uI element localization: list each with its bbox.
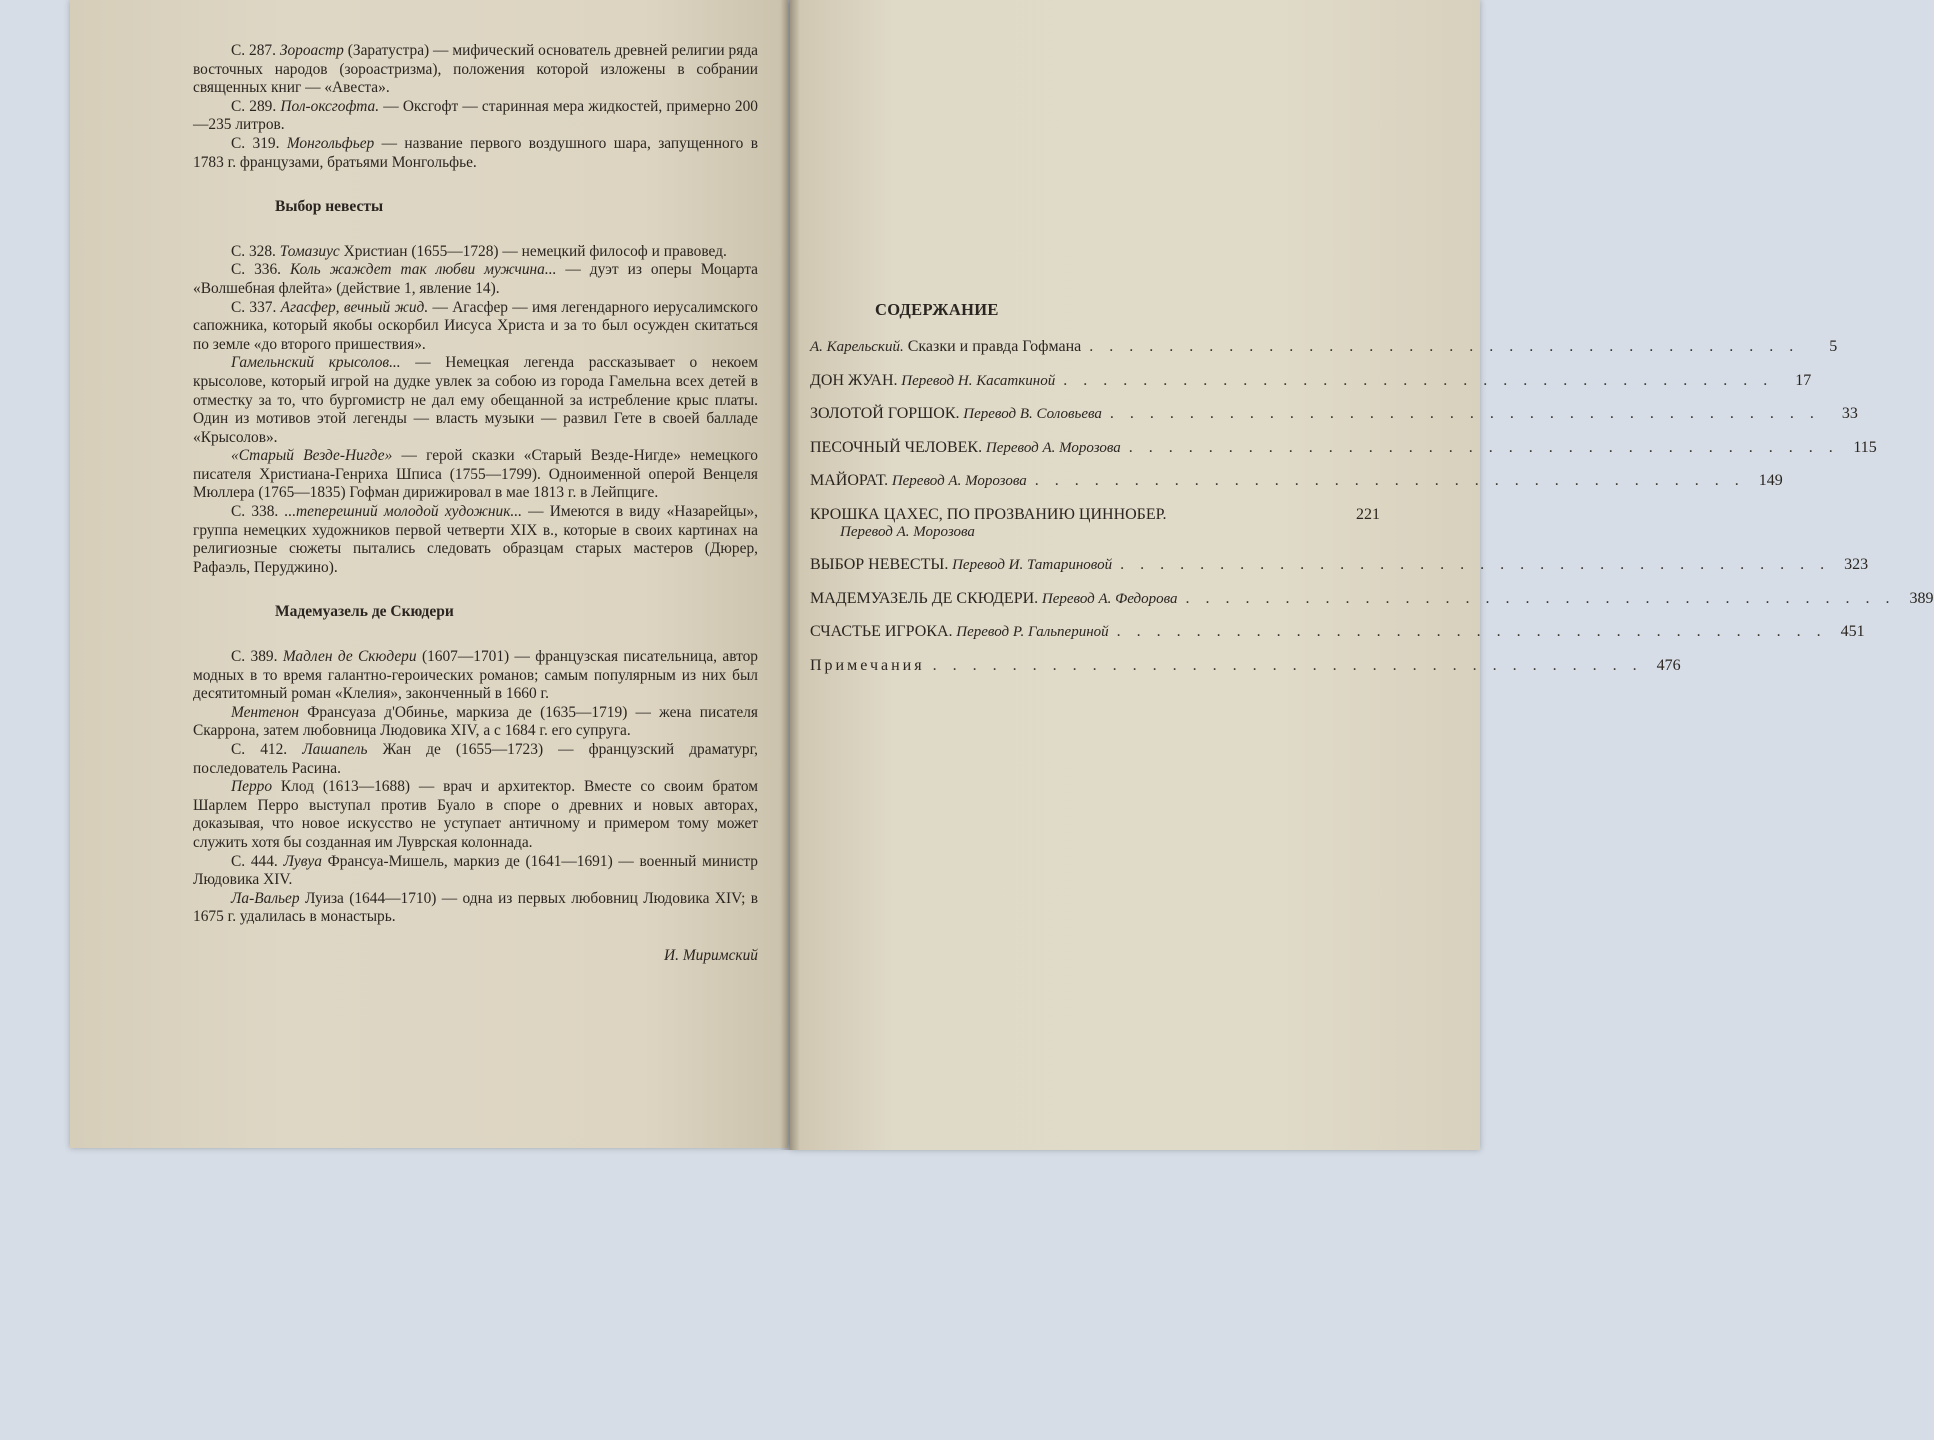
toc-title-text: ПЕСОЧНЫЙ ЧЕЛОВЕК. (810, 438, 983, 456)
note-term: Ла-Вальер (231, 889, 300, 907)
toc-item (810, 338, 1838, 372)
toc-translator: Перевод А. Федорова (1038, 590, 1178, 607)
toc-page-number: 17 (1795, 371, 1812, 389)
toc-translator: Перевод А. Морозова (840, 523, 975, 540)
note-text: Франсуаза д'Обинье, маркиза де (1635—1719) — жена писателя Скаррона, затем любовница Людовика XIV, а с 1684 г. его супруга. (193, 703, 758, 740)
note-term: Коль жаждет так любви мужчина... (290, 261, 557, 279)
toc-leader-dots: . . . . . . . . . . . . . . . . . . . . . . . . . . . . . . . . . . . . (1063, 371, 1774, 389)
note-paragraph (193, 648, 758, 704)
note-text: — Имеются в виду «Назарейцы», группа немецких художников первой четверти XIX в., которые в своих картинах на религиозные сюжеты пытались следовать образцам старых мастеров (Дюрер, Рафаэль, Перуджино). (193, 503, 759, 576)
toc-translator: Перевод Р. Гальпериной (952, 624, 1109, 641)
section-title-vybor-nevesty: Выбор невесты (275, 198, 384, 216)
note-paragraph (193, 243, 758, 262)
toc-entry-title (810, 338, 1081, 356)
toc-leader-dots: . . . . . . . . . . . . . . . . . . . . . . . . . . . . . . . . . . . . (1128, 438, 1839, 456)
notes-block-3 (193, 648, 758, 927)
note-term: Ментенон (231, 703, 299, 721)
toc-entry-title (810, 405, 1102, 423)
note-text: — герой сказки «Старый Везде-Нигде» немецкого писателя Христиана-Генриха Шписа (1755—1799). Одноименной оперой Венцеля Мюллера (1765—1835) Гофман дирижировал в мае 1813 г. в Лейпциге. (193, 447, 758, 502)
note-term: ...теперешний молодой художник... (284, 503, 522, 521)
note-text: Клод (1613—1688) — врач и архитектор. Вместе со своим братом Шарлем Перро выступал против Буало в споре о древних и новых авторах, доказывая, что новое искусство не уступает античному и примером тому может служить хотя бы созданная им Луврская колоннада. (193, 778, 758, 851)
toc-translator: Перевод А. Морозова (982, 439, 1121, 456)
note-paragraph (193, 503, 758, 577)
toc-entry-title (810, 472, 1027, 490)
note-paragraph (193, 741, 758, 778)
note-paragraph (193, 853, 758, 890)
note-text: Жан де (1655—1723) — французский драматург, последователь Расина. (193, 741, 758, 777)
toc-title-text: Сказки и правда Гофмана (903, 338, 1082, 355)
note-page-ref: С. 389. (231, 648, 283, 666)
toc-entry-title (810, 439, 1121, 457)
note-term: Агасфер, вечный жид. (280, 298, 429, 316)
note-page-ref: С. 289. (231, 97, 281, 115)
toc-item (810, 472, 1783, 506)
note-term: Мадлен де Скюдери (282, 648, 417, 666)
note-paragraph (193, 890, 758, 927)
toc-leader-dots: . . . . . . . . . . . . . . . . . . . . . . . . . . . . . . . . . . . . (1116, 623, 1827, 641)
note-text: Христиан (1655—1728) — немецкий философ и правовед. (339, 242, 727, 260)
toc-item (810, 506, 1380, 556)
toc-title-text: МАЙОРАТ. (810, 472, 889, 490)
note-paragraph (193, 354, 758, 447)
toc-translator: Перевод А. Морозова (888, 473, 1027, 490)
toc-entry-title (810, 372, 1055, 390)
note-page-ref: С. 287. (231, 42, 280, 59)
note-page-ref: С. 444. (231, 852, 284, 870)
note-text: Франсуа-Мишель, маркиз де (1641—1691) — военный министр Людовика XIV. (193, 852, 758, 889)
note-term: Томазиус (279, 242, 340, 260)
note-paragraph (193, 135, 758, 172)
note-text: — дуэт из оперы Моцарта «Волшебная флейта» (действие 1, явление 14). (193, 261, 758, 297)
note-page-ref: С. 328. (231, 242, 280, 260)
toc-item (810, 589, 1934, 624)
toc-page-number: 149 (1758, 472, 1783, 490)
toc-item (810, 438, 1877, 473)
note-term: «Старый Везде-Нигде» (231, 447, 393, 465)
note-text: (1607—1701) — французская писательница, автор модных в то время галантно-героических романов; самым популярным из них был десятитомный роман «Клелия», законченный в 1660 г. (193, 648, 759, 703)
note-paragraph (193, 704, 758, 741)
toc-translator: Перевод Н. Касаткиной (897, 372, 1056, 389)
note-page-ref: С. 338. (231, 503, 285, 521)
toc-item (810, 555, 1869, 590)
toc-leader-dots: . . . . . . . . . . . . . . . . . . . . . . . . . . . . . . . . . . . . (932, 656, 1643, 674)
note-term: Пол-оксгофта. (280, 97, 380, 115)
notes-block-1 (193, 42, 758, 172)
toc-entry-title (810, 590, 1178, 608)
toc-page-number: 33 (1841, 405, 1858, 423)
toc-author: А. Карельский. (810, 339, 904, 355)
toc-page-number: 221 (1356, 505, 1380, 523)
note-text: (Заратустра) — мифический основатель древней религии ряда восточных народов (зороастризма), положения которой изложены в собрании священных книг — «Авеста». (193, 42, 758, 97)
note-page-ref: С. 412. (231, 741, 303, 758)
toc-page-number: 323 (1844, 555, 1869, 573)
toc-entry-title (810, 506, 1167, 524)
toc-leader-dots: . . . . . . . . . . . . . . . . . . . . . . . . . . . . . . . . . . . . (1109, 405, 1820, 423)
note-term: Перро (231, 778, 273, 796)
toc-leader-dots: . . . . . . . . . . . . . . . . . . . . . . . . . . . . . . . . . . . . (1089, 338, 1800, 355)
note-paragraph (193, 261, 758, 298)
note-paragraph (193, 778, 758, 852)
notes-block-2 (193, 243, 758, 578)
toc-translator: Перевод В. Соловьева (959, 406, 1102, 423)
note-term: Монгольфьер (286, 134, 375, 152)
toc-entry-title: Примечания (810, 656, 925, 674)
toc-title-text: ВЫБОР НЕВЕСТЫ. (810, 555, 949, 573)
toc-item (810, 405, 1858, 439)
toc-entry-title (810, 556, 1112, 574)
section-title-skyuderi: Мадемуазель де Скюдери (275, 603, 454, 621)
toc-item (810, 623, 1865, 657)
toc-item (810, 371, 1812, 406)
note-paragraph (193, 42, 758, 98)
note-paragraph (193, 447, 758, 503)
note-page-ref: С. 337. (231, 298, 281, 316)
toc-title-text: МАДЕМУАЗЕЛЬ ДЕ СКЮДЕРИ. (810, 589, 1039, 607)
note-term: Зороастр (279, 42, 344, 59)
toc-entry-title (810, 623, 1109, 641)
note-paragraph (193, 299, 758, 355)
note-text: Луиза (1644—1710) — одна из первых любовниц Людовика XIV; в 1675 г. удалилась в монастырь. (193, 889, 758, 926)
toc-title: СОДЕРЖАНИЕ (875, 300, 999, 319)
book-gutter (780, 0, 800, 1150)
toc-leader-dots: . . . . . . . . . . . . . . . . . . . . . . . . . . . . . . . . . . . . (1034, 472, 1745, 490)
toc-leader-dots: . . . . . . . . . . . . . . . . . . . . . . . . . . . . . . . . . . . . (1120, 555, 1831, 573)
note-text: — название первого воздушного шара, запущенного в 1783 г. французами, братьями Монгольфье. (193, 134, 758, 171)
toc-title-text: КРОШКА ЦАХЕС, ПО ПРОЗВАНИЮ ЦИННОБЕР. (810, 505, 1167, 523)
toc-page-number: 389 (1909, 589, 1934, 607)
toc-page-number: 451 (1840, 623, 1865, 641)
signature: И. Миримский (664, 946, 758, 964)
note-term: Лувуа (283, 852, 322, 870)
toc-page-number: 5 (1829, 338, 1838, 355)
note-page-ref: С. 336. (231, 261, 291, 279)
note-text: — Немецкая легенда рассказывает о некоем крысолове, который игрой на дудке увлек за собою из города Гамельна всех детей в отместку за то, что бургомистр не дал ему обещанной за истребление крыс платы. Один из мотивов этой легенды — власть музыки — развил Гете в своей балладе «Крысолов». (193, 354, 758, 446)
toc-title-text: ДОН ЖУАН. (810, 371, 898, 389)
note-paragraph (193, 98, 758, 135)
toc-title-text: ЗОЛОТОЙ ГОРШОК. (810, 405, 960, 423)
toc-page-number: 115 (1853, 438, 1877, 456)
toc-page-number: 476 (1656, 656, 1681, 674)
note-text: — Оксгофт — старинная мера жидкостей, примерно 200—235 литров. (193, 97, 759, 134)
toc-translator: Перевод И. Татариновой (948, 556, 1113, 573)
toc-title-text: СЧАСТЬЕ ИГРОКА. (810, 623, 953, 641)
notes-text (193, 42, 758, 966)
note-text: — Агасфер — имя легендарного иерусалимского сапожника, который якобы оскорбил Иисуса Христа и за то был осужден скитаться по земле «до второго пришествия». (193, 298, 758, 353)
note-term: Лашапель (302, 741, 368, 758)
note-page-ref: С. 319. (231, 134, 287, 152)
note-term: Гамельнский крысолов... (231, 354, 401, 372)
toc-item (810, 656, 1681, 691)
toc-leader-dots: . . . . . . . . . . . . . . . . . . . . . . . . . . . . . . . . . . . . (1185, 589, 1896, 607)
table-of-contents (810, 338, 1934, 690)
